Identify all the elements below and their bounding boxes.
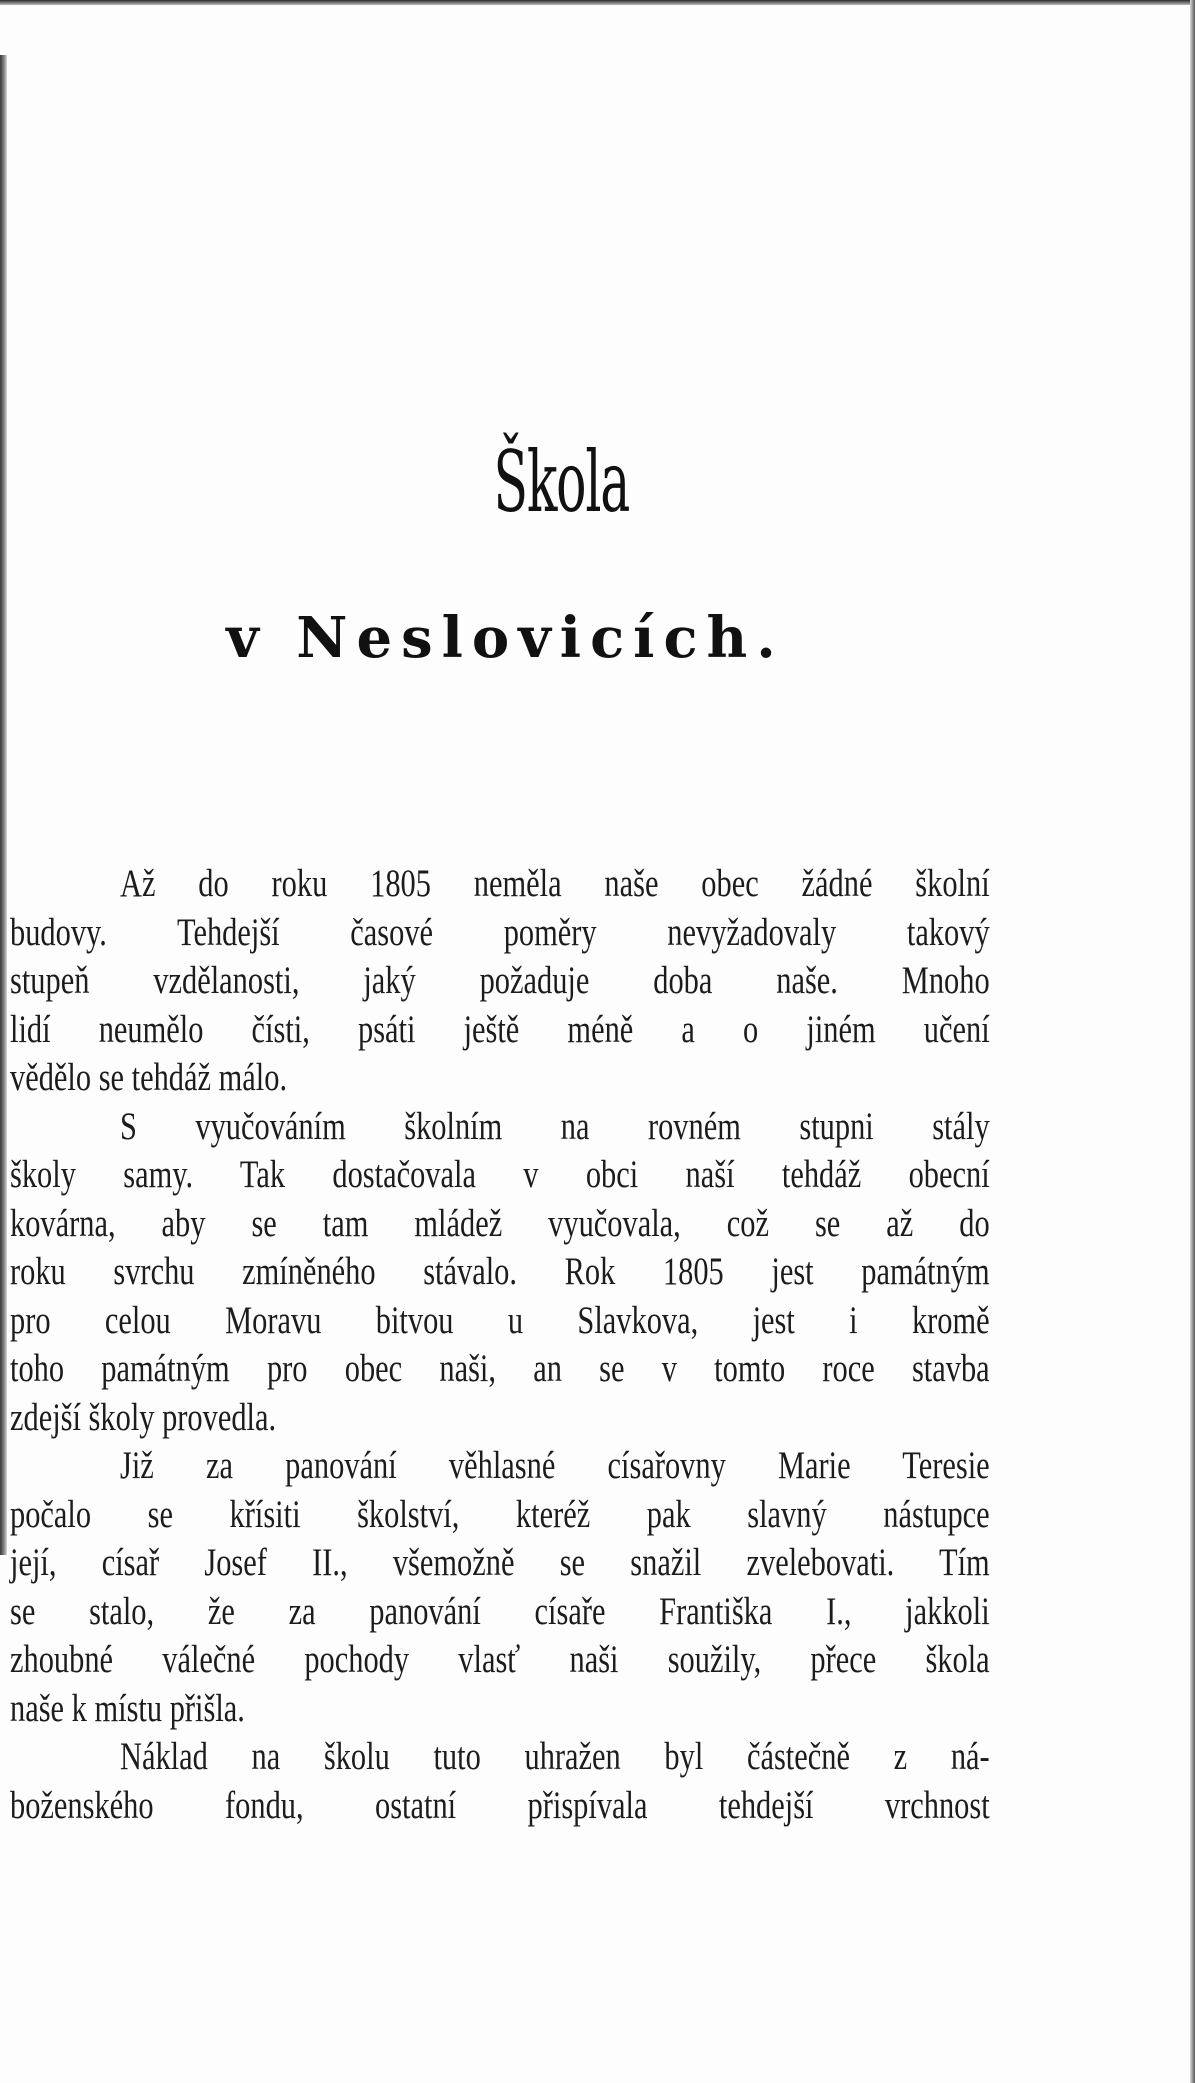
text-line: stupeň vzdělanosti, jaký požaduje doba naše. Mnoho	[10, 959, 990, 1002]
text-line: lidí neumělo čísti, psáti ještě méně a o jiném učení	[10, 1007, 990, 1051]
page-title: Škola	[493, 433, 630, 531]
body-text	[10, 860, 990, 1830]
text-line: boženského fondu, ostatní přispívala tehdejší vrchnost	[10, 1783, 990, 1827]
text-line: S vyučováním školním na rovném stupni stály	[119, 1104, 990, 1148]
text-line: kovárna, aby se tam mládež vyučovala, což se až do	[10, 1201, 990, 1245]
text-line: zhoubné válečné pochody vlasť naši soužily, přece škola	[10, 1638, 990, 1681]
scan-edge-top	[0, 0, 1195, 5]
text-line: školy samy. Tak dostačovala v obci naší tehdáž obecní	[10, 1153, 990, 1196]
text-line: budovy. Tehdejší časové poměry nevyžadovaly takový	[10, 910, 990, 954]
text-line: Náklad na školu tuto uhražen byl částečně z ná-	[119, 1735, 990, 1778]
text-line: Již za panování věhlasné císařovny Marie Teresie	[119, 1444, 990, 1487]
text-line: její, císař Josef II., všemožně se snažil zvelebovati. Tím	[10, 1541, 990, 1584]
page-subtitle: v Neslovicích.	[226, 605, 785, 671]
text-line: toho památným pro obec naši, an se v tomto roce stavba	[10, 1347, 990, 1390]
text-line: vědělo se tehdáž málo.	[10, 1056, 288, 1099]
text-line: Až do roku 1805 neměla naše obec žádné školní	[119, 862, 990, 905]
scan-edge-left	[0, 55, 7, 1555]
text-line: počalo se křísiti školství, kteréž pak slavný nástupce	[10, 1492, 990, 1536]
text-line: roku svrchu zmíněného stávalo. Rok 1805 jest památným	[10, 1250, 990, 1293]
text-line: naše k místu přišla.	[10, 1686, 245, 1730]
text-line: pro celou Moravu bitvou u Slavkova, jest i kromě	[10, 1298, 990, 1342]
text-line: zdejší školy provedla.	[10, 1395, 277, 1439]
text-line: se stalo, že za panování císaře Františka I., jakkoli	[10, 1589, 990, 1633]
scan-edge-right	[1190, 0, 1195, 2083]
